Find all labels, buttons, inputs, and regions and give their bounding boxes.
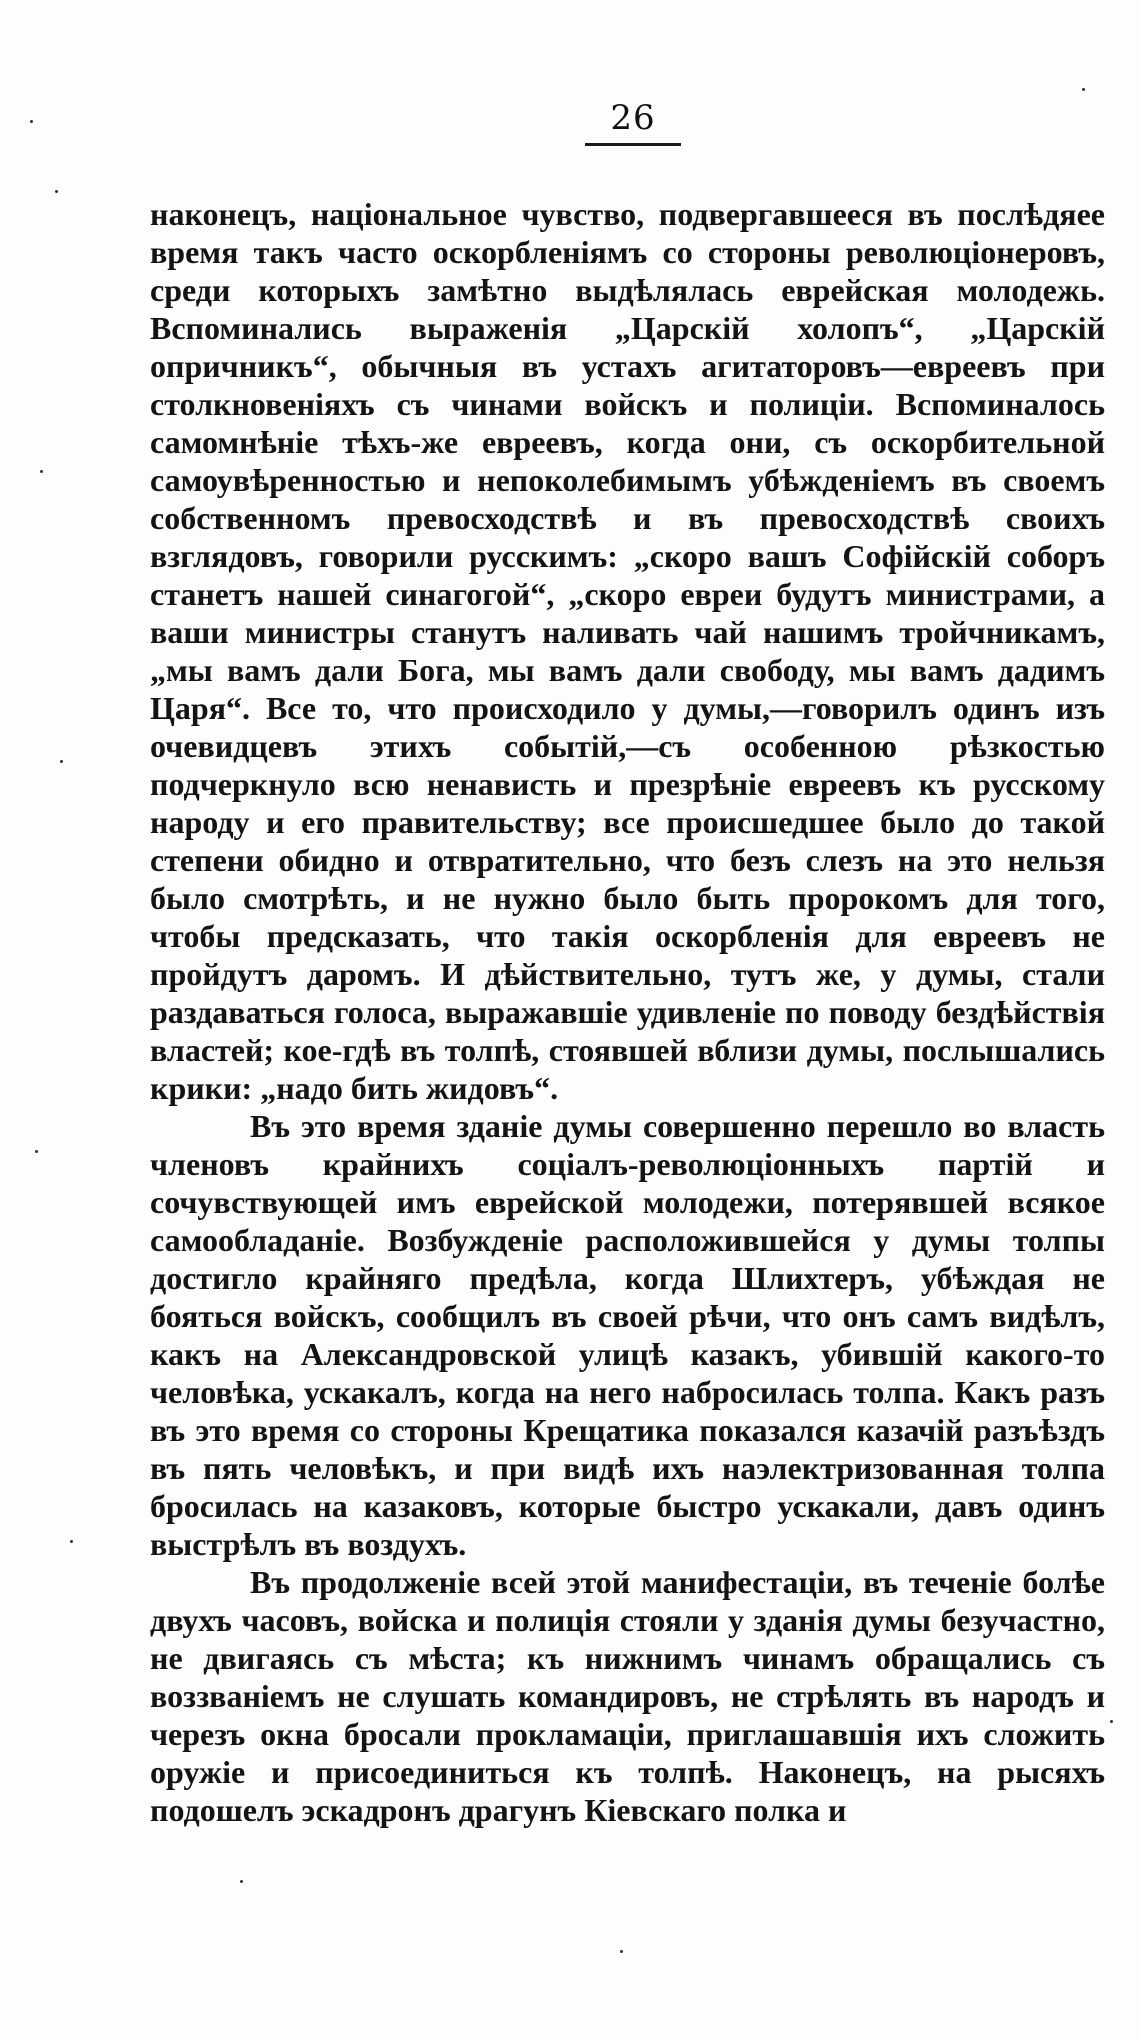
scan-speck [240,1880,243,1883]
scan-speck [55,190,58,193]
page-number: 26 [610,98,656,138]
scan-speck [70,1540,73,1543]
scan-speck [40,470,43,473]
scan-speck [1082,88,1085,91]
scan-speck [30,120,33,123]
paragraph-3: Въ продолженіе всей этой манифестаціи, въ теченіе болѣе двухъ часовъ, войска и полиція стояли у зданія думы безучастно, не двигаясь съ мѣста; къ нижнимъ чинамъ обращались съ воззваніемъ не слушать командировъ, не стрѣлять въ народъ и черезъ окна бросали прокламаціи, приглашавшія ихъ сложить оружіе и присоединиться къ толпѣ. Наконецъ, на рысяхъ подошелъ эскадронъ драгунъ Кіевскаго полка и [150,1564,1105,1828]
paragraph-1: наконецъ, національное чувство, подвергавшееся въ послѣдяее время такъ часто оскорбленіямъ со стороны революціонеровъ, среди которыхъ замѣтно выдѣлялась еврейская молодежь. Вспоминались выраженія „Царскій холопъ“, „Царскій опричникъ“, обычныя въ устахъ агитаторовъ—евреевъ при столкновеніяхъ съ чинами войскъ и полиціи. Вспоминалось самомнѣніе тѣхъ-же евреевъ, когда они, съ оскорбительной самоувѣренностью и непоколебимымъ убѣжденіемъ въ своемъ собственномъ превосходствѣ и въ превосходствѣ своихъ взглядовъ, говорили русскимъ: „скоро вашъ Софійскій соборъ станетъ нашей синагогой“, „скоро евреи будутъ министрами, а ваши министры станутъ наливать чай нашимъ тройчникамъ, „мы вамъ дали Бога, мы вамъ дали свободу, мы вамъ дадимъ Царя“. Все то, что происходило у думы,—говорилъ одинъ изъ очевидцевъ этихъ событій,—съ особенною рѣзкостью подчеркнуло всю ненависть и презрѣніе евреевъ къ русскому народу и его правительству; все происшедшее было до такой степени обидно и отвратительно, что безъ слезъ на это нельзя было смотрѣть, и не нужно было быть пророкомъ для того, чтобы предсказать, что такія оскорбленія для евреевъ не пройдутъ даромъ. И дѣйствительно, тутъ же, у думы, стали раздаваться голоса, выражавшіе удивленіе по поводу бездѣйствія властей; кое-гдѣ въ толпѣ, стоявшей вблизи думы, послышались крики: „надо бить жидовъ“. [150,196,1105,1106]
body-text [150,195,1105,1829]
scan-speck [60,760,63,763]
scan-speck [620,1950,623,1953]
page-number-underline [585,143,681,146]
scan-speck [1110,1720,1113,1723]
paragraph-2: Въ это время зданіе думы совершенно перешло во власть членовъ крайнихъ соціалъ-революціонныхъ партій и сочувствующей имъ еврейской молодежи, потерявшей всякое самообладаніе. Возбужденіе расположившейся у думы толпы достигло крайняго предѣла, когда Шлихтеръ, убѣждая не бояться войскъ, сообщилъ въ своей рѣчи, что онъ самъ видѣлъ, какъ на Александровской улицѣ казакъ, убившій какого-то человѣка, ускакалъ, когда на него набросилась толпа. Какъ разъ въ это время со стороны Крещатика показался казачій разъѣздъ въ пять человѣкъ, и при видѣ ихъ наэлектризованная толпа бросилась на казаковъ, которые быстро ускакали, давъ одинъ выстрѣлъ въ воздухъ. [150,1108,1105,1562]
scan-speck [35,1150,38,1153]
